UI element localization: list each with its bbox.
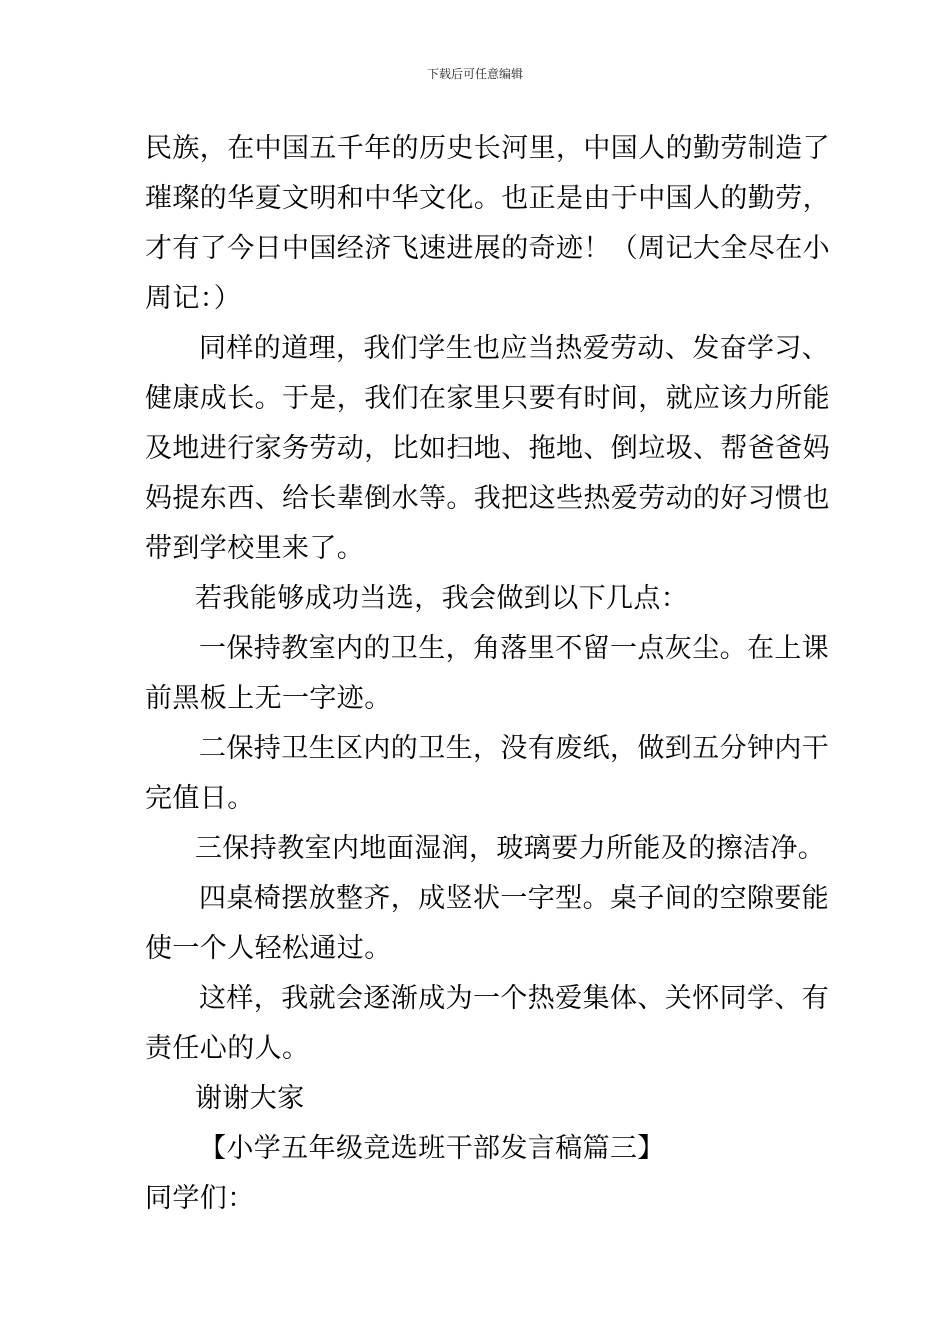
list-item-line: 二保持卫生区内的卫生，没有废纸，做到五分钟内干: [199, 733, 830, 764]
list-item-line: 完值日。: [145, 783, 255, 814]
salutation-line: 同学们：: [145, 1183, 255, 1214]
section-heading: 【小学五年级竞选班干部发言稿篇三】: [199, 1133, 665, 1164]
list-item-line: 三保持教室内地面湿润，玻璃要力所能及的擦洁净。: [195, 833, 826, 864]
list-item-line: 使一个人轻松通过。: [145, 933, 392, 964]
paragraph-line: 妈提东西、给长辈倒水等。我把这些热爱劳动的好习惯也: [145, 483, 830, 514]
paragraph-line: 同样的道理，我们学生也应当热爱劳动、发奋学习、: [199, 333, 830, 364]
list-item-line: 一保持教室内的卫生，角落里不留一点灰尘。在上课: [199, 633, 830, 664]
document-body: [145, 124, 830, 1224]
paragraph-line: 周记：）: [145, 283, 242, 314]
paragraph-line: 带到学校里来了。: [145, 533, 365, 564]
list-item-line: 前黑板上无一字迹。: [145, 683, 392, 714]
paragraph-line: 璀璨的华夏文明和中华文化。也正是由于中国人的勤劳，: [145, 183, 830, 214]
paragraph-line: 及地进行家务劳动，比如扫地、拖地、倒垃圾、帮爸爸妈: [145, 433, 830, 464]
paragraph-line: 这样，我就会逐渐成为一个热爱集体、关怀同学、有: [199, 983, 830, 1014]
closing-line: 谢谢大家: [195, 1083, 305, 1114]
paragraph-line: 民族，在中国五千年的历史长河里，中国人的勤劳制造了: [145, 133, 830, 164]
paragraph-line: 责任心的人。: [145, 1033, 310, 1064]
paragraph-line: 健康成长。于是，我们在家里只要有时间，就应该力所能: [145, 383, 830, 414]
paragraph-line: 若我能够成功当选，我会做到以下几点：: [195, 583, 689, 614]
page-header: 下载后可任意编辑: [426, 67, 523, 81]
paragraph-line: 才有了今日中国经济飞速进展的奇迹！（周记大全尽在小: [145, 233, 830, 264]
list-item-line: 四桌椅摆放整齐，成竖状一字型。桌子间的空隙要能: [199, 883, 830, 914]
